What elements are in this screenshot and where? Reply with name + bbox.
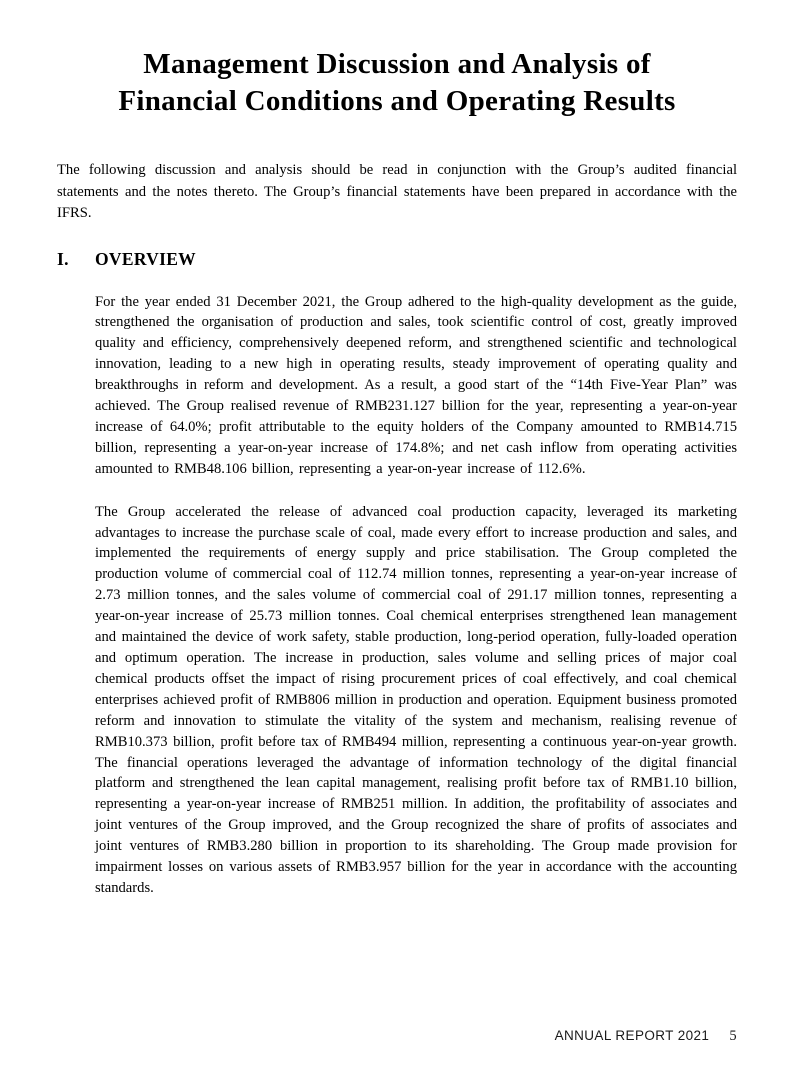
- section-heading-label: OVERVIEW: [95, 248, 196, 269]
- page-title-line-2: Financial Conditions and Operating Results: [118, 85, 676, 117]
- section-body: [95, 292, 737, 899]
- report-label: ANNUAL REPORT 2021: [554, 1028, 710, 1043]
- overview-paragraph-2: The Group accelerated the release of advanced coal production capacity, leveraged its marketing advantages to increase the purchase scale of coal, made every effort to increase production and sales, and implemented the requirements of energy supply and price stabilisation. The Group completed the production volume of commercial coal of 112.74 million tonnes, representing a year-on-year increase of 2.73 million tonnes, and the sales volume of commercial coal of 291.17 million tonnes, representing a year-on-year increase of 25.73 million tonnes. Coal chemical enterprises strengthened lean management and maintained the device of work safety, stable production, long-period operation, fully-loaded operation and optimum operation. The increase in production, sales volume and selling prices of major coal chemical products offset the impact of rising procurement prices of coal effectively, and coal chemical enterprises achieved profit of RMB806 million in production and operation. Equipment business promoted reform and innovation to stimulate the vitality of the system and mechanism, realising revenue of RMB10.373 billion, profit before tax of RMB494 million, representing a continuous year-on-year growth. The financial operations leveraged the advantage of information technology of the digital financial platform and strengthened the lean capital management, realising profit before tax of RMB1.10 billion, representing a year-on-year increase of RMB251 million. In addition, the profitability of associates and joint ventures of the Group improved, and the Group recognized the share of profits of associates and joint ventures of RMB3.280 billion in proportion to its shareholding. The Group made provision for impairment losses on various assets of RMB3.957 billion for the year in accordance with the accounting standards.: [95, 503, 737, 896]
- section-numeral: I.: [57, 248, 69, 269]
- intro-paragraph: The following discussion and analysis should be read in conjunction with the Group’s audited financial statements and the notes thereto. The Group’s financial statements have been prepared in accordance with the IFRS.: [57, 162, 737, 221]
- page-title: [57, 46, 737, 120]
- page-content: [57, 0, 737, 913]
- section-heading: [57, 249, 737, 270]
- page-number: 5: [729, 1028, 737, 1044]
- page-footer: [555, 1028, 737, 1045]
- overview-paragraph-1: For the year ended 31 December 2021, the Group adhered to the high-quality development as the guide, strengthened the organisation of production and sales, took scientific control of cost, greatly improved quality and efficiency, comprehensively deepened reform, and strengthened scientific and technological innovation, leading to a new high in operating results, steady improvement of operating quality and breakthroughs in reform and development. As a result, a good start of the “14th Five-Year Plan” was achieved. The Group realised revenue of RMB231.127 billion for the year, representing a year-on-year increase of 64.0%; profit attributable to the equity holders of the Company amounted to RMB14.715 billion, representing a year-on-year increase of 174.8%; and net cash inflow from operating activities amounted to RMB48.106 billion, representing a year-on-year increase of 112.6%.: [95, 293, 737, 477]
- page-title-line-1: Management Discussion and Analysis of: [143, 48, 651, 80]
